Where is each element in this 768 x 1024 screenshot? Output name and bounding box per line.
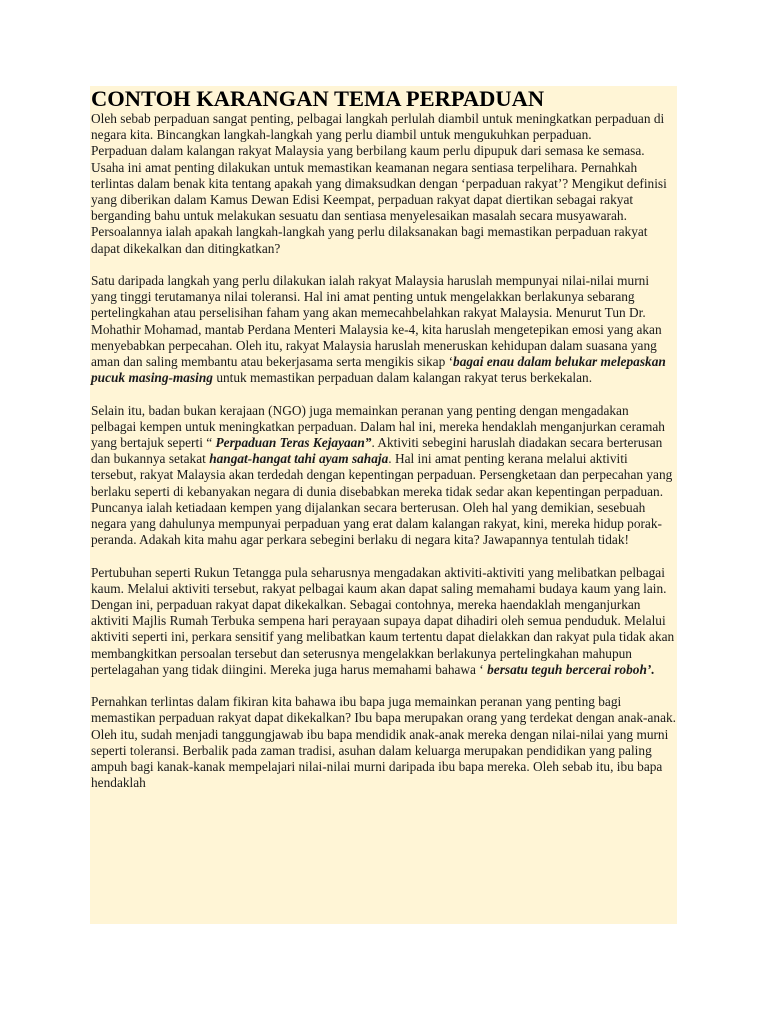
document-title: CONTOH KARANGAN TEMA PERPADUAN bbox=[91, 86, 545, 111]
peribahasa-bersatu: bersatu teguh bercerai roboh’ bbox=[487, 661, 652, 677]
paragraph-gap bbox=[91, 257, 676, 273]
document-content bbox=[90, 86, 677, 791]
paragraph-gap bbox=[91, 548, 676, 564]
peribahasa-hangat: hangat-hangat tahi ayam sahaja bbox=[209, 451, 389, 467]
essay-question: Oleh sebab perpaduan sangat penting, pelbagai langkah perlulah diambil untuk meningkatkan perpaduan di negara kita. Bincangkan langkah-langkah yang perlu diambil untuk mengukuhkan perpaduan. bbox=[91, 111, 665, 143]
paragraph-gap bbox=[91, 386, 676, 402]
paragraph-1-text-b: untuk memastikan perpaduan dalam kalangan rakyat terus berkekalan. bbox=[212, 370, 593, 386]
paragraph-2 bbox=[91, 403, 676, 549]
paragraph-1 bbox=[91, 273, 676, 386]
document-page bbox=[90, 86, 677, 924]
paragraph-2-text-a: Selain itu, badan bukan kerajaan (NGO) juga memainkan peranan yang penting dengan mengadakan pelbagai kempen untuk meningkatkan perpaduan. Dalam hal ini, mereka hendaklah menganjurkan ceramah yang bertajuk seperti “ bbox=[91, 402, 665, 451]
paragraph-2-text-c: . Hal ini amat penting kerana melalui aktiviti tersebut, rakyat Malaysia akan terdedah dengan kepentingan perpaduan. Persengketaan dan perpecahan yang berlaku seperti di kebanyakan negara di dunia disebabkan mereka tidak sedar akan kepentingan perpaduan. Puncanya ialah ketiadaan kempen yang dijalankan secara berterusan. Oleh hal yang demikian, sesebuah negara yang dahulunya mempunyai perpaduan yang erat dalam kalangan rakyat, kini, mereka hidup porak-peranda. Adakah kita mahu agar perkara sebegini berlaku di negara kita? Jawapannya tentulah tidak! bbox=[91, 451, 673, 548]
paragraph-gap bbox=[91, 678, 676, 694]
peribahasa-enau: bagai enau dalam belukar melepaskan pucuk masing-masing bbox=[91, 354, 666, 386]
paragraph-1-text-a: Satu daripada langkah yang perlu dilakukan ialah rakyat Malaysia haruslah mempunyai nilai-nilai murni yang tinggi terutamanya nilai toleransi. Hal ini amat penting untuk mengelakkan berlakunya sebarang pertelingkahan atau perselisihan faham yang akan memecahbelahkan rakyat Malaysia. Menurut Tun Dr. Mohathir Mohamad, mantab Perdana Menteri Malaysia ke-4, kita haruslah mengetepikan emosi yang akan menyebabkan perpecahan. Oleh itu, rakyat Malaysia haruslah meneruskan kehidupan dalam suasana yang aman dan saling membantu atau bekerjasama serta mengikis sikap ‘ bbox=[91, 273, 662, 370]
intro-paragraph: Perpaduan dalam kalangan rakyat Malaysia yang berbilang kaum perlu dipupuk dari semasa ke semasa. Usaha ini amat penting dilakukan untuk memastikan keamanan negara sentiasa terpelihara. Pernahkah terlintas dalam benak kita tentang apakah yang dimaksudkan dengan ‘perpaduan rakyat’? Mengikut definisi yang diberikan dalam Kamus Dewan Edisi Keempat, perpaduan rakyat dapat diertikan sebagai rakyat berganding bahu untuk melakukan sesuatu dan sentiasa menyelesaikan masalah secara musyawarah. Persoalannya ialah apakah langkah-langkah yang perlu dilaksanakan bagi memastikan perpaduan rakyat dapat dikekalkan dan ditingkatkan? bbox=[91, 143, 667, 256]
paragraph-3-text-a: Pertubuhan seperti Rukun Tetangga pula seharusnya mengadakan aktiviti-aktiviti yang melibatkan pelbagai kaum. Melalui aktiviti tersebut, rakyat pelbagai kaum akan dapat saling memahami budaya kaum yang lain. Dengan ini, perpaduan rakyat dapat dikekalkan. Sebagai contohnya, mereka haendaklah menganjurkan aktiviti Majlis Rumah Terbuka sempena hari perayaan supaya dapat dihadiri oleh semua penduduk. Melalui aktiviti seperti ini, perkara sensitif yang melibatkan kaum tertentu dapat dielakkan dan rakyat pula tidak akan membangkitkan persoalan tersebut dan seterusnya mengelakkan berlakunya pertelingkahan mahupun pertelagahan yang tidak diingini. Mereka juga harus memahami bahawa ‘ bbox=[91, 564, 675, 677]
ceramah-title: Perpaduan Teras Kejayaan” bbox=[215, 435, 372, 451]
paragraph-4: Pernahkan terlintas dalam fikiran kita bahawa ibu bapa juga memainkan peranan yang penting bagi memastikan perpaduan rakyat dapat dikekalkan? Ibu bapa merupakan orang yang terdekat dengan anak-anak. Oleh itu, sudah menjadi tanggungjawab ibu bapa mendidik anak-anak mereka dengan nilai-nilai yang murni seperti toleransi. Berbalik pada zaman tradisi, asuhan dalam keluarga merupakan pendidikan yang paling ampuh bagi kanak-kanak mempelajari nilai-nilai murni daripada ibu bapa mereka. Oleh sebab itu, ibu bapa hendaklah bbox=[91, 694, 677, 791]
paragraph-2-text-b: . Aktiviti sebegini haruslah diadakan secara berterusan dan bukannya setakat bbox=[91, 435, 663, 467]
paragraph-3 bbox=[91, 565, 676, 678]
paragraph-3-text-b: . bbox=[651, 661, 655, 677]
